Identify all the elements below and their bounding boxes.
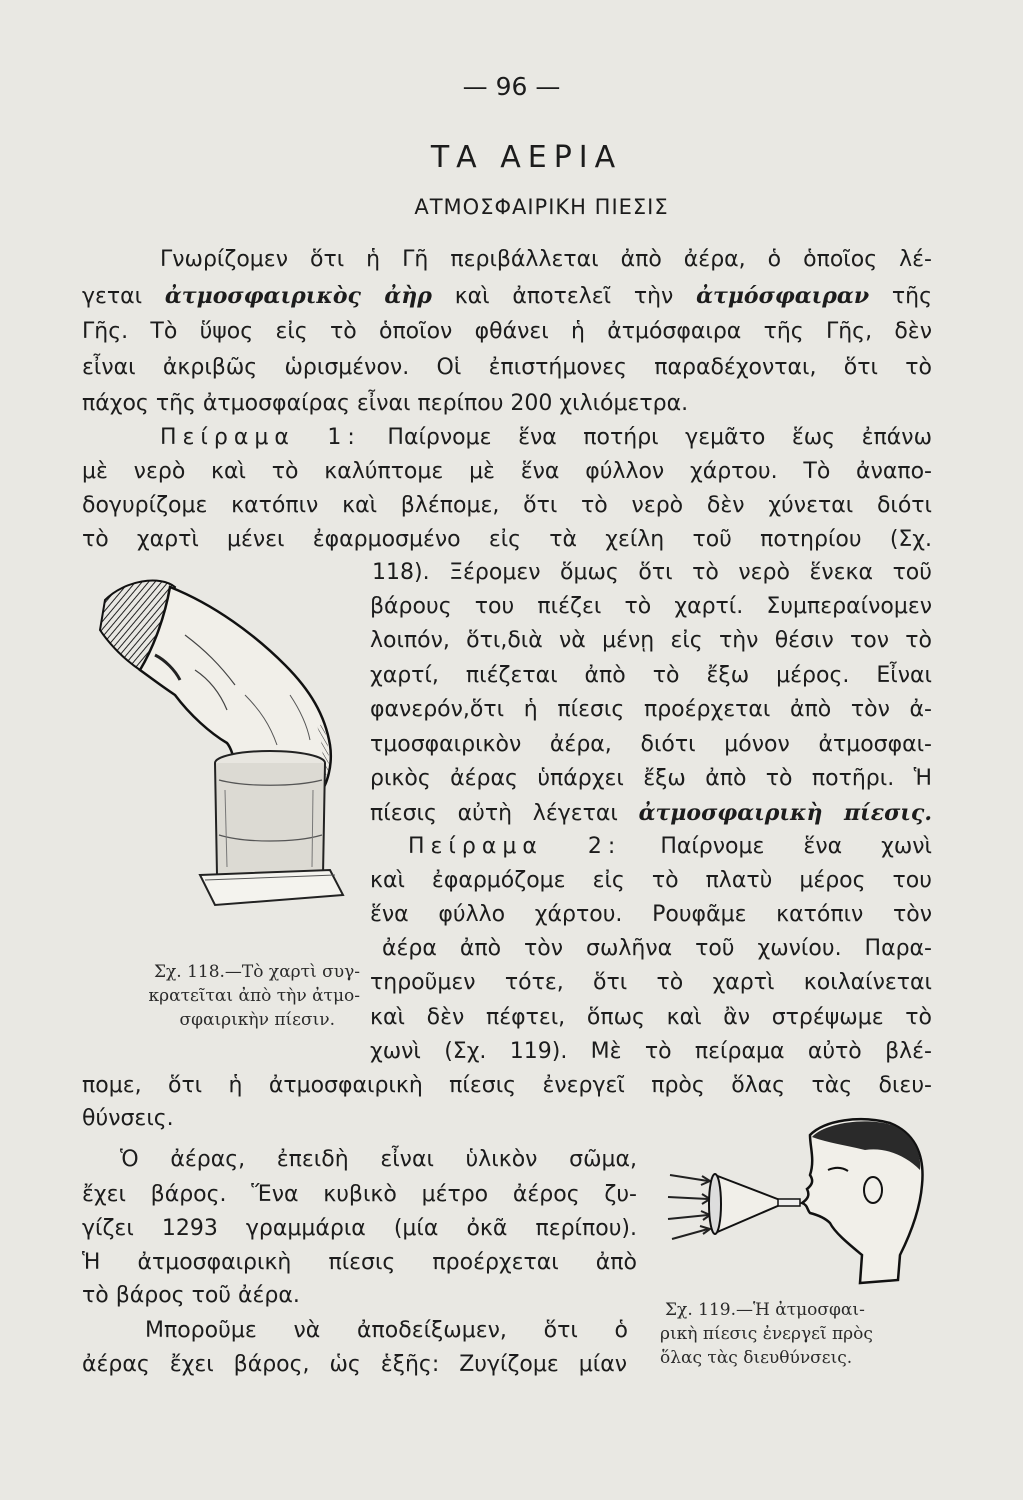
page-number: — 96 — bbox=[462, 72, 561, 101]
text-line: Πείραμα 2: Παίρνομε ἕνα χωνὶ bbox=[408, 834, 932, 859]
text-line: γεται ἀτμοσφαιρικὸς ἀὴρ καὶ ἀποτελεῖ τὴν ἀτμόσφαιραν τῆς bbox=[82, 283, 933, 309]
text-line: φανερόν,ὅτι ἡ πίεσις προέρχεται ἀπὸ τὸν ἀ- bbox=[370, 697, 932, 722]
text-line: χωνὶ (Σχ. 119). Μὲ τὸ πείραμα αὐτὸ βλέ- bbox=[370, 1039, 932, 1064]
chapter-title: ΤΑ ΑΕΡΙΑ bbox=[430, 140, 623, 175]
text-line: τὸ χαρτὶ μένει ἐφαρμοσμένο εἰς τὰ χείλη τοῦ ποτηρίου (Σχ. bbox=[82, 527, 932, 552]
text-line: Ἡ ἀτμοσφαιρικὴ πίεσις προέρχεται ἀπὸ bbox=[82, 1250, 637, 1275]
text-line: λοιπόν, ὅτι,διὰ νὰ μένῃ εἰς τὴν θέσιν τον τὸ bbox=[370, 628, 932, 653]
text-line: θύνσεις. bbox=[82, 1106, 174, 1131]
term-atmospheric-pressure: ἀτμοσφαιρικὴ πίεσις. bbox=[638, 800, 932, 826]
text-line: 118). Ξέρομεν ὅμως ὅτι τὸ νερὸ ἕνεκα τοῦ bbox=[372, 560, 932, 585]
text-line: εἶναι ἀκριβῶς ὡρισμένον. Οἱ ἐπιστήμονες παραδέχονται, ὅτι τὸ bbox=[82, 355, 932, 380]
text-line: τὸ βάρος τοῦ ἀέρα. bbox=[82, 1283, 300, 1308]
figure-119-caption: Σχ. 119.—Ἡ ἀτμοσφαι- ρικὴ πίεσις ἐνεργεῖ πρὸς ὅλας τὰς διευθύνσεις. bbox=[660, 1300, 873, 1368]
text-line: Μποροῦμε νὰ ἀποδείξωμεν, ὅτι ὁ bbox=[145, 1318, 628, 1343]
text-line: καὶ ἐφαρμόζομε εἰς τὸ πλατὺ μέρος του bbox=[370, 868, 932, 893]
figure-119-funnel-head bbox=[660, 1115, 930, 1285]
section-title: ΑΤΜΟΣΦΑΙΡΙΚΗ ΠΙΕΣΙΣ bbox=[414, 195, 669, 219]
text-line: πίεσις αὐτὴ λέγεται ἀτμοσφαιρικὴ πίεσις. bbox=[370, 800, 932, 826]
experiment-2-label: Πείραμα 2: bbox=[408, 834, 622, 859]
text-line: πομε, ὅτι ἡ ἀτμοσφαιρικὴ πίεσις ἐνεργεῖ πρὸς ὅλας τὰς διευ- bbox=[82, 1073, 932, 1098]
glass-of-water bbox=[215, 751, 325, 884]
text-line: μὲ νερὸ καὶ τὸ καλύπτομε μὲ ἕνα φύλλον χάρτου. Τὸ ἀναπο- bbox=[82, 459, 932, 484]
figure-118-caption: Σχ. 118.—Τὸ χαρτὶ συγ- κρατεῖται ἀπὸ τὴν ἀτμο- σφαιρικὴν πίεσιν. bbox=[148, 962, 360, 1030]
text-line: ρικὸς ἀέρας ὑπάρχει ἔξω ἀπὸ τὸ ποτῆρι. Ἡ bbox=[370, 766, 932, 791]
head-profile bbox=[802, 1119, 923, 1283]
figure-118-hand-glass bbox=[95, 575, 360, 935]
text-line: ἀέρας ἔχει βάρος, ὡς ἑξῆς: Ζυγίζομε μίαν bbox=[82, 1352, 627, 1377]
text-line: Γνωρίζομεν ὅτι ἡ Γῆ περιβάλλεται ἀπὸ ἀέρα, ὁ ὁποῖος λέ- bbox=[160, 247, 932, 272]
experiment-1-label: Πείραμα 1: bbox=[160, 425, 361, 450]
text-line: βάρους του πιέζει τὸ χαρτί. Συμπεραίνομεν bbox=[370, 594, 932, 619]
text-line: χαρτί, πιέζεται ἀπὸ τὸ ἔξω μέρος. Εἶναι bbox=[370, 663, 932, 688]
text-line: Γῆς. Τὸ ὕψος εἰς τὸ ὁποῖον φθάνει ἡ ἀτμόσφαιρα τῆς Γῆς, δὲν bbox=[82, 319, 932, 344]
term-atmospheric-air: ἀτμοσφαιρικὸς ἀὴρ bbox=[164, 283, 432, 309]
arrows bbox=[668, 1175, 710, 1239]
text-line: καὶ δὲν πέφτει, ὅπως καὶ ἂν στρέψωμε τὸ bbox=[370, 1005, 932, 1030]
text-line: δογυρίζομε κατόπιν καὶ βλέπομε, ὅτι τὸ νερὸ δὲν χύνεται διότι bbox=[82, 493, 932, 518]
text-line: πάχος τῆς ἀτμοσφαίρας εἶναι περίπου 200 χιλιόμετρα. bbox=[82, 391, 689, 416]
text-line: ἀέρα ἀπὸ τὸν σωλῆνα τοῦ χωνίου. Παρα- bbox=[382, 936, 932, 961]
paper-sheet bbox=[200, 870, 343, 905]
text-line: Ὁ ἀέρας, ἐπειδὴ εἶναι ὑλικὸν σῶμα, bbox=[120, 1147, 637, 1172]
text-line: ἕνα φύλλο χάρτου. Ρουφᾶμε κατόπιν τὸν bbox=[370, 902, 932, 927]
text-line: τηροῦμεν τότε, ὅτι τὸ χαρτὶ κοιλαίνεται bbox=[370, 970, 932, 995]
text-line: γίζει 1293 γραμμάρια (μία ὀκᾶ περίπου). bbox=[82, 1216, 637, 1241]
term-atmosphere: ἀτμόσφαιραν bbox=[696, 283, 870, 309]
funnel bbox=[709, 1174, 800, 1234]
text-line: τμοσφαιρικὸν ἀέρα, διότι μόνον ἀτμοσφαι- bbox=[370, 732, 932, 757]
text-line: ἔχει βάρος. Ἕνα κυβικὸ μέτρο ἀέρος ζυ- bbox=[82, 1182, 637, 1207]
text-line: Πείραμα 1: Παίρνομε ἕνα ποτήρι γεμᾶτο ἕως ἐπάνω bbox=[160, 425, 932, 450]
